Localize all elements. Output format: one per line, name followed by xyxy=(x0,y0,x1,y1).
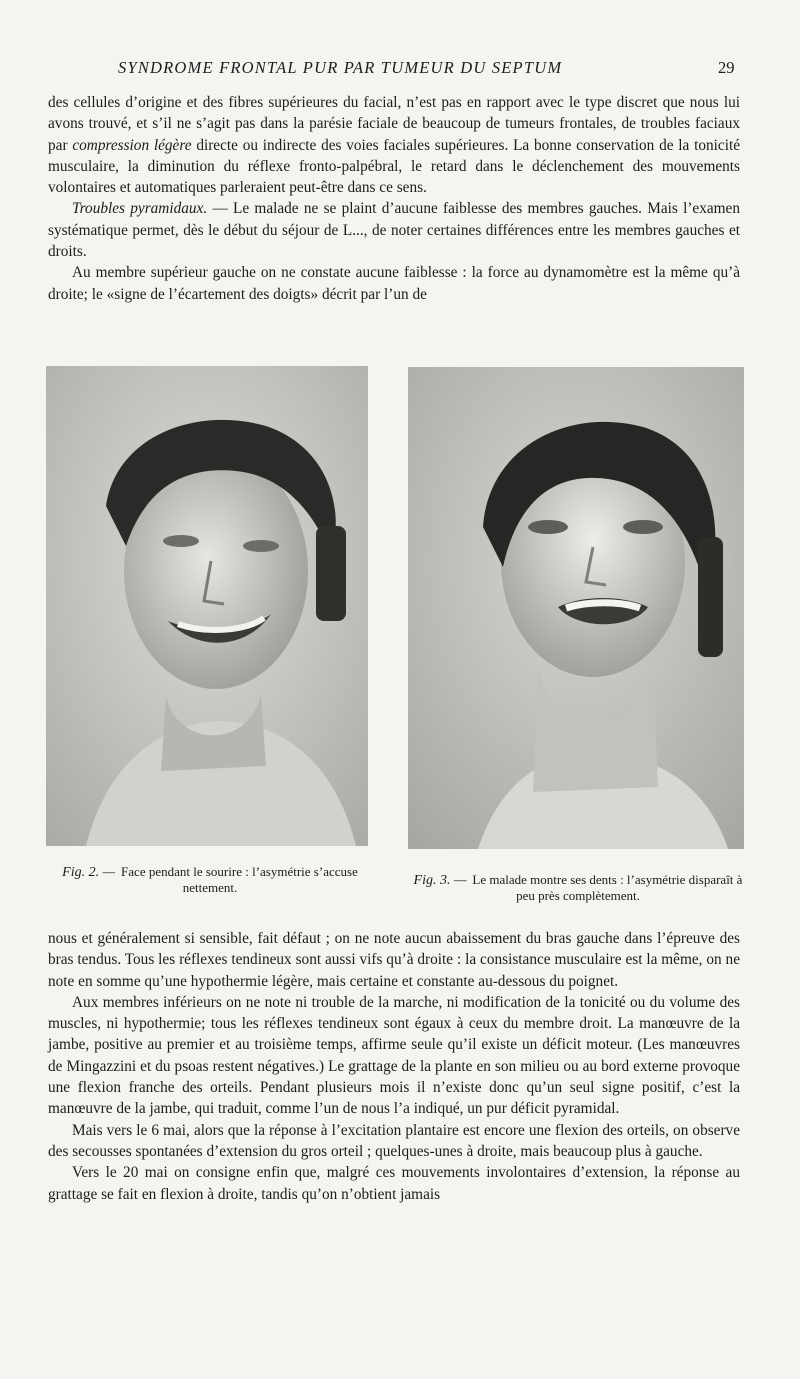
photo-figure-2 xyxy=(46,366,368,846)
figure-3-caption xyxy=(408,872,748,903)
page-number: 29 xyxy=(718,58,735,77)
paragraph: Vers le 20 mai on consigne enfin que, malgré ces mouvements involontaires d’extension, la réponse au grattage se fait en flexion à droite, tandis qu’on n’obtient jamais xyxy=(48,1164,740,1203)
caption-text: Le malade montre ses dents : l’asymétrie disparaît à peu près complètement. xyxy=(472,872,743,903)
portrait-showing-teeth-image xyxy=(408,367,744,849)
running-head xyxy=(0,58,800,80)
photo-figure-3 xyxy=(408,367,744,849)
running-head-title: SYNDROME FRONTAL PUR PAR TUMEUR DU SEPTUM xyxy=(118,58,563,77)
paragraph xyxy=(48,92,740,198)
text-block-bottom xyxy=(48,928,740,1205)
section-heading: Troubles pyramidaux. xyxy=(72,200,208,218)
paragraph: Aux membres inférieurs on ne note ni trouble de la marche, ni modification de la tonicité ou du volume des muscles, ni hypothermie; tous les réflexes tendineux sont égaux à ceux du membre droit. La manœuvre de la jambe, positive au premier et au troisième temps, affirme seule qu’il existe un déficit moteur. (Les manœuvres de Mingazzini et du psoas restent négatives.) Le grattage de la plante en son milieu ou au bord externe provoque une flexion franche des orteils. Pendant plusieurs mois il n’existe donc qu’un seul signe positif, c’est la manœuvre de la jambe, qui traduit, comme l’un de nous l’a indiqué, un pur déficit pyramidal. xyxy=(48,993,740,1118)
paragraph-text: — Le malade ne se plaint d’aucune faiblesse des membres gauches. Mais l’examen systématique permet, dès le début du séjour de L..., de noter certaines différences entre les membres gauches et droits. xyxy=(48,200,740,261)
figure-2-caption xyxy=(50,864,370,895)
paragraph-text: des cellules d’origine et des fibres supérieures du facial, n’est pas en rapport avec le type discret que nous lui avons trouvé, et s’il ne s’agit pas dans la parésie faciale de beaucoup de tumeurs frontales, de troubles faciaux par xyxy=(48,94,740,154)
caption-text: Face pendant le sourire : l’asymétrie s’accuse nettement. xyxy=(121,864,358,895)
paragraph: nous et généralement si sensible, fait défaut ; on ne note aucun abaissement du bras gauche dans l’épreuve des bras tendus. Tous les réflexes tendineux sont aussi vifs qu’à droite : la consistance musculaire est la même, on ne note en somme qu’une hypothermie légère, mais certaine et constante au-dessous du poignet. xyxy=(48,930,740,990)
paragraph xyxy=(48,198,740,262)
paragraph-text: directe ou indirecte des voies faciales supérieures. La bonne conservation de la tonicité musculaire, la diminution du réflexe fronto-palpébral, le retard dans le déclenchement des mouvements volontaires et automatiques parleraient peut-être dans ce sens. xyxy=(48,136,741,197)
paragraph: Au membre supérieur gauche on ne constate aucune faiblesse : la force au dynamomètre est la même qu’à droite; le «signe de l’écartement des doigts» décrit par l’un de xyxy=(48,264,740,303)
emphasis-text: compression légère xyxy=(72,136,192,154)
figure-label: Fig. 3. — xyxy=(413,873,467,888)
paragraph: Mais vers le 6 mai, alors que la réponse à l’excitation plantaire est encore une flexion des orteils, on observe des secousses spontanées d’extension du gros orteil ; quelques-unes à droite, mais beaucoup plus à gauche. xyxy=(48,1121,740,1160)
portrait-smiling-image xyxy=(46,366,368,846)
figure-label: Fig. 2. — xyxy=(62,865,116,880)
text-block-top xyxy=(48,92,740,305)
